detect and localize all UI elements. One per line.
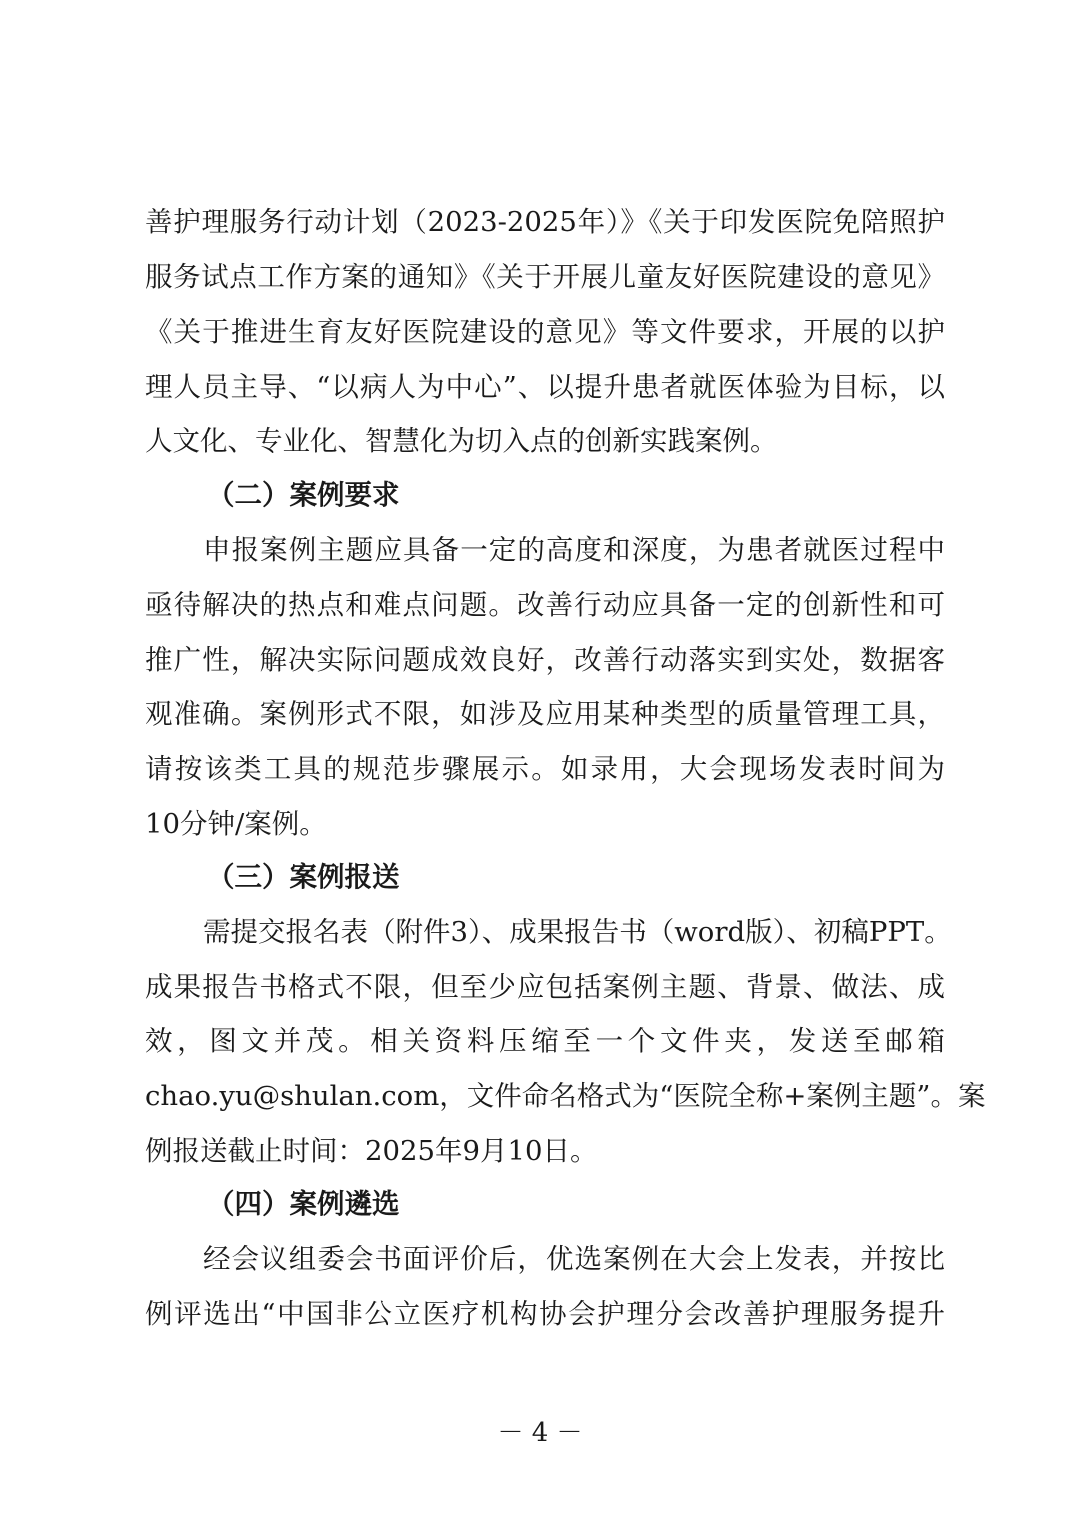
body-text-line: 经会议组委会书面评价后，优选案例在大会上发表，并按比 bbox=[203, 1243, 945, 1275]
body-text-line: 申报案例主题应具备一定的高度和深度，为患者就医过程中 bbox=[203, 534, 945, 566]
body-text-line: 服务试点工作方案的通知》《关于开展儿童友好医院建设的意见》 bbox=[145, 261, 945, 293]
body-text-line: 理人员主导、“以病人为中心”、以提升患者就医体验为目标，以 bbox=[145, 371, 945, 403]
body-text-line: 成果报告书格式不限，但至少应包括案例主题、背景、做法、成 bbox=[145, 971, 945, 1003]
body-text-line: 请按该类工具的规范步骤展示。如录用，大会现场发表时间为 bbox=[145, 753, 945, 785]
body-text-line: 推广性，解决实际问题成效良好，改善行动落实到实处，数据客 bbox=[145, 644, 945, 676]
page-number: － 4 － bbox=[497, 1418, 583, 1448]
body-text-line: 效，图文并茂。相关资料压缩至一个文件夹，发送至邮箱 bbox=[145, 1025, 945, 1057]
section-heading: （四）案例遴选 bbox=[207, 1188, 400, 1220]
body-text-line: 观准确。案例形式不限，如涉及应用某种类型的质量管理工具， bbox=[145, 698, 945, 730]
body-text-line: 《关于推进生育友好医院建设的意见》等文件要求，开展的以护 bbox=[145, 316, 945, 348]
section-heading: （三）案例报送 bbox=[207, 861, 400, 893]
body-text-line: 例评选出“中国非公立医疗机构协会护理分会改善护理服务提升 bbox=[145, 1298, 945, 1330]
body-text-line: 例报送截止时间：2025年9月10日。 bbox=[145, 1135, 598, 1167]
body-text-line: 亟待解决的热点和难点问题。改善行动应具备一定的创新性和可 bbox=[145, 589, 945, 621]
body-text-line: 人文化、专业化、智慧化为切入点的创新实践案例。 bbox=[145, 425, 778, 457]
body-text-line: 10分钟/案例。 bbox=[145, 808, 327, 840]
section-heading: （二）案例要求 bbox=[207, 479, 400, 511]
body-text-line: chao.yu@shulan.com，文件命名格式为“医院全称+案例主题”。案 bbox=[145, 1080, 986, 1112]
body-text-line: 善护理服务行动计划（2023-2025年）》《关于印发医院免陪照护 bbox=[145, 206, 945, 238]
body-text-line: 需提交报名表（附件3）、成果报告书（word版）、初稿PPT。 bbox=[203, 916, 952, 948]
